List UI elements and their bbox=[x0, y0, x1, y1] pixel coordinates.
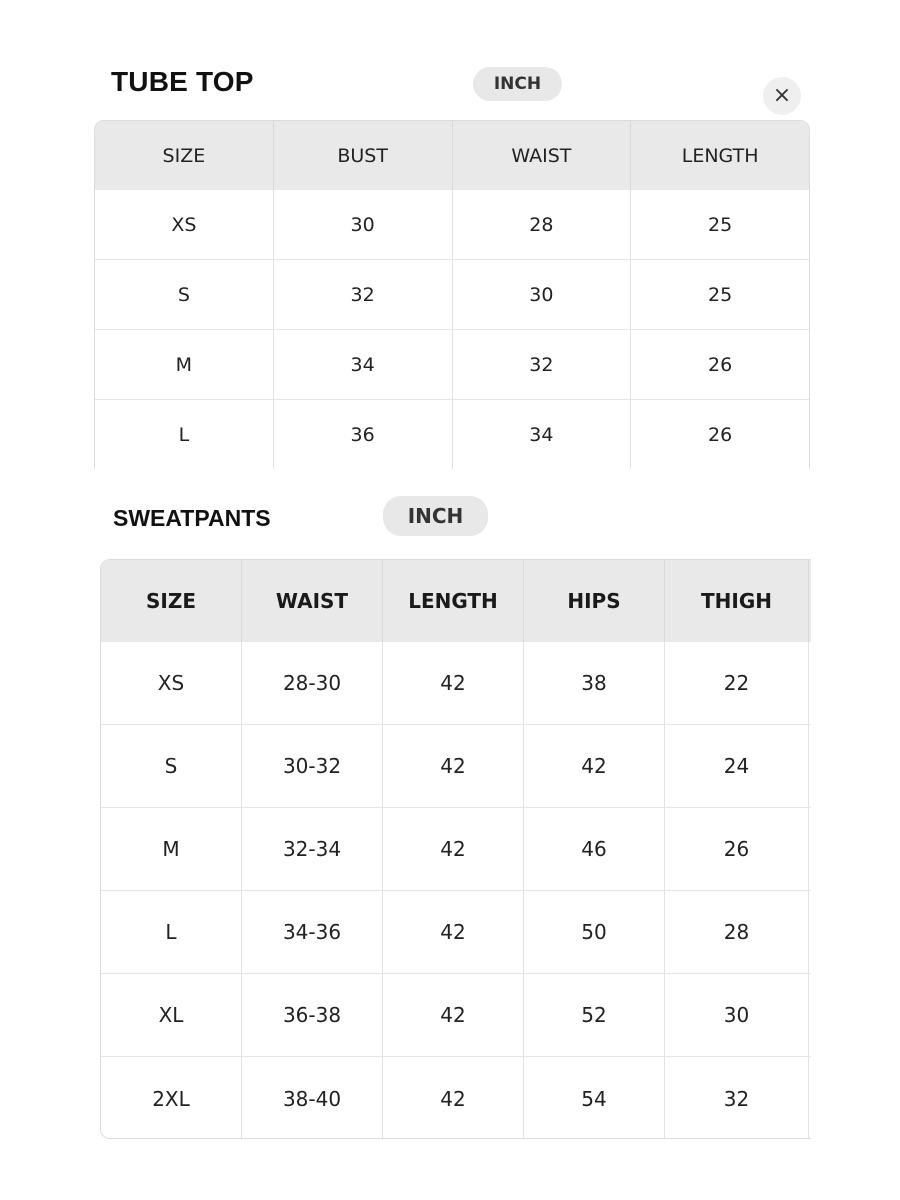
hips-cell: 38 bbox=[524, 642, 665, 724]
table-header-row bbox=[95, 121, 809, 190]
bust-cell: 32 bbox=[274, 260, 453, 329]
table-row bbox=[95, 260, 809, 330]
size-cell: XL bbox=[101, 974, 242, 1056]
table-row bbox=[95, 400, 809, 469]
thigh-cell: 22 bbox=[665, 642, 809, 724]
length-cell: 42 bbox=[383, 642, 524, 724]
table-row bbox=[101, 974, 811, 1057]
table-row bbox=[95, 330, 809, 400]
header-length: LENGTH bbox=[383, 560, 524, 642]
length-cell: 26 bbox=[708, 353, 733, 376]
waist-cell: 30-32 bbox=[242, 725, 383, 807]
bust-cell: 36 bbox=[274, 400, 453, 469]
table-header-row bbox=[101, 560, 811, 642]
tube-top-unit-toggle[interactable]: INCH bbox=[473, 67, 562, 101]
size-cell: S bbox=[101, 725, 242, 807]
thigh-cell: 30 bbox=[665, 974, 809, 1056]
size-cell: M bbox=[95, 330, 274, 399]
header-thigh: THIGH bbox=[665, 560, 809, 642]
thigh-cell: 28 bbox=[665, 891, 809, 973]
thigh-cell: 24 bbox=[665, 725, 809, 807]
length-cell: 25 bbox=[708, 283, 733, 306]
length-cell: 42 bbox=[383, 808, 524, 890]
thigh-cell: 26 bbox=[665, 808, 809, 890]
close-button[interactable] bbox=[763, 77, 801, 115]
length-cell: 42 bbox=[383, 974, 524, 1056]
bust-cell: 34 bbox=[274, 330, 453, 399]
size-cell: L bbox=[95, 400, 274, 469]
hips-cell: 52 bbox=[524, 974, 665, 1056]
waist-cell: 32 bbox=[453, 330, 632, 399]
waist-cell: 36-38 bbox=[242, 974, 383, 1056]
waist-cell: 38-40 bbox=[242, 1057, 383, 1139]
table-row bbox=[101, 1057, 811, 1139]
header-length: LENGTH bbox=[681, 144, 759, 167]
table-row bbox=[95, 190, 809, 260]
size-cell: L bbox=[101, 891, 242, 973]
waist-cell: 28 bbox=[453, 190, 632, 259]
sweatpants-unit-toggle[interactable]: INCH bbox=[383, 496, 488, 536]
waist-cell: 32-34 bbox=[242, 808, 383, 890]
table-row bbox=[101, 808, 811, 891]
waist-cell: 30 bbox=[453, 260, 632, 329]
table-row bbox=[101, 725, 811, 808]
hips-cell: 50 bbox=[524, 891, 665, 973]
length-cell: 42 bbox=[383, 891, 524, 973]
length-cell: 42 bbox=[383, 725, 524, 807]
sweatpants-size-table bbox=[100, 559, 811, 1139]
table-row bbox=[101, 891, 811, 974]
header-bust: BUST bbox=[274, 121, 453, 190]
hips-cell: 54 bbox=[524, 1057, 665, 1139]
header-hips: HIPS bbox=[524, 560, 665, 642]
thigh-cell: 32 bbox=[665, 1057, 809, 1139]
header-size: SIZE bbox=[95, 121, 274, 190]
size-cell: XS bbox=[95, 190, 274, 259]
tube-top-title: TUBE TOP bbox=[111, 66, 254, 97]
size-cell: 2XL bbox=[101, 1057, 242, 1139]
close-icon: × bbox=[772, 83, 792, 108]
header-waist: WAIST bbox=[242, 560, 383, 642]
length-cell: 26 bbox=[708, 423, 733, 446]
sweatpants-title: SWEATPANTS bbox=[113, 505, 271, 531]
length-cell: 25 bbox=[708, 213, 733, 236]
waist-cell: 28-30 bbox=[242, 642, 383, 724]
header-waist: WAIST bbox=[453, 121, 632, 190]
waist-cell: 34 bbox=[453, 400, 632, 469]
bust-cell: 30 bbox=[274, 190, 453, 259]
hips-cell: 46 bbox=[524, 808, 665, 890]
header-size: SIZE bbox=[101, 560, 242, 642]
table-row bbox=[101, 642, 811, 725]
waist-cell: 34-36 bbox=[242, 891, 383, 973]
length-cell: 42 bbox=[383, 1057, 524, 1139]
size-cell: M bbox=[101, 808, 242, 890]
size-cell: XS bbox=[101, 642, 242, 724]
tube-top-size-table bbox=[94, 120, 810, 469]
hips-cell: 42 bbox=[524, 725, 665, 807]
size-cell: S bbox=[95, 260, 274, 329]
